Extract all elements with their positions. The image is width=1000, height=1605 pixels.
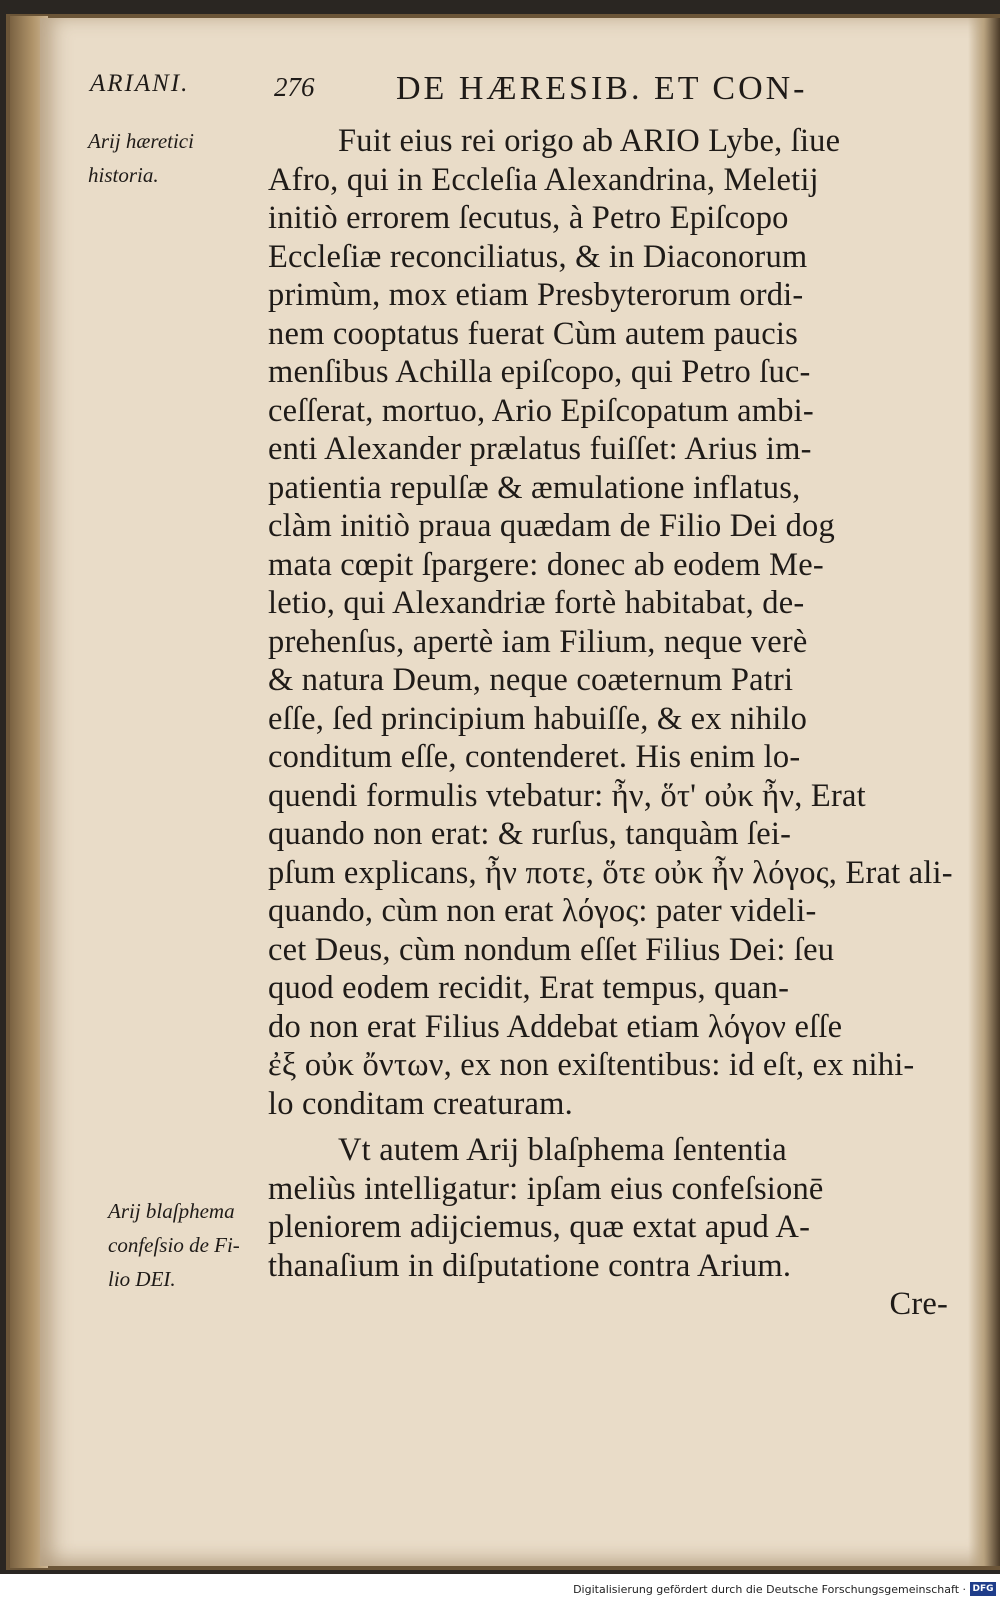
- text-line: & natura Deum, neque coæternum Patri: [268, 662, 794, 698]
- text-line: nem cooptatus fuerat Cùm autem paucis: [268, 315, 798, 352]
- text-line: cet Deus, cùm nondum eſſet Filius Dei: ſeu: [268, 931, 835, 968]
- text-line: do non erat Filius Addebat etiam λόγον eſſe: [268, 1008, 843, 1045]
- text-line: Afro, qui in Eccleſia Alexandrina, Meletij: [268, 161, 819, 198]
- text-line: Eccleſiæ reconciliatus, & in Diaconorum: [268, 238, 808, 275]
- text-line: lo conditam creaturam.: [268, 1085, 573, 1122]
- text-line: eſſe, ſed principium habuiſſe, & ex nihilo: [268, 700, 808, 737]
- text-line: quando, cùm non erat λόγος: pater videli-: [268, 893, 817, 929]
- text-line: Vt autem Arij blaſphema ſententia: [338, 1132, 787, 1168]
- text-line: menſibus Achilla epiſcopo, qui Petro ſuc-: [268, 354, 811, 390]
- digitization-footer: [0, 1574, 1000, 1605]
- text-line: mata cœpit ſpargere: donec ab eodem Me-: [268, 546, 824, 583]
- text-line: letio, qui Alexandriæ fortè habitabat, de-: [268, 585, 805, 621]
- text-line: clàm initiò praua quædam de Filio Dei dog: [268, 508, 835, 544]
- text-line: ἐξ οὐκ ὄντων, ex non exiſtentibus: id eſt, ex nihi-: [268, 1047, 915, 1083]
- text-line: quando non erat: & rurſus, tanquàm ſei-: [268, 816, 792, 852]
- running-head-section: ARIANI.: [90, 70, 190, 97]
- text-line: primùm, mox etiam Presbyterorum ordi-: [268, 277, 804, 313]
- running-head: [90, 70, 850, 120]
- text-line: enti Alexander prælatus fuiſſet: Arius im-: [268, 431, 812, 467]
- marginal-note-line: confeſsio de Fi-: [108, 1233, 240, 1257]
- marginal-note-line: historia.: [88, 163, 159, 187]
- running-head-title: DE HÆRESIB. ET CON-: [396, 70, 808, 107]
- text-line: quendi formulis vtebatur: ἦν, ὅτ' οὐκ ἦν, Erat: [268, 777, 866, 814]
- text-line: thanaſium in diſputatione contra Arium.: [268, 1247, 792, 1284]
- footer-credit: Digitalisierung gefördert durch die Deutsche Forschungsgemeinschaft ·: [573, 1583, 966, 1596]
- marginal-note-line: lio DEI.: [108, 1267, 176, 1291]
- marginal-note-line: Arij blaſphema: [108, 1199, 235, 1223]
- text-line: pleniorem adijciemus, quæ extat apud A-: [268, 1209, 811, 1245]
- text-line: initiò errorem ſecutus, à Petro Epiſcopo: [268, 200, 789, 236]
- text-line: pſum explicans, ἦν ποτε, ὅτε οὐκ ἦν λόγος, Erat ali-: [268, 854, 953, 891]
- text-line: Fuit eius rei origo ab ARIO Lybe, ſiue: [338, 123, 841, 159]
- page-number: 276: [274, 72, 315, 102]
- body-text: [268, 122, 968, 1324]
- marginal-note-arius-confession: [108, 1194, 278, 1296]
- marginal-note-arius-history: [88, 124, 248, 192]
- text-line: meliùs intelligatur: ipſam eius confeſsionē: [268, 1170, 824, 1207]
- marginal-note-line: Arij hæretici: [88, 129, 194, 153]
- text-line: patientia repulſæ & æmulatione inflatus,: [268, 469, 801, 506]
- text-line: conditum eſſe, contenderet. His enim lo-: [268, 739, 801, 775]
- catchword: Cre-: [889, 1286, 948, 1322]
- page-right-shadow: [968, 18, 1000, 1566]
- text-line: ceſſerat, mortuo, Ario Epiſcopatum ambi-: [268, 392, 814, 429]
- dfg-logo: DFG: [970, 1582, 996, 1596]
- text-line: quod eodem recidit, Erat tempus, quan-: [268, 970, 790, 1006]
- text-line: prehenſus, apertè iam Filium, neque verè: [268, 623, 808, 660]
